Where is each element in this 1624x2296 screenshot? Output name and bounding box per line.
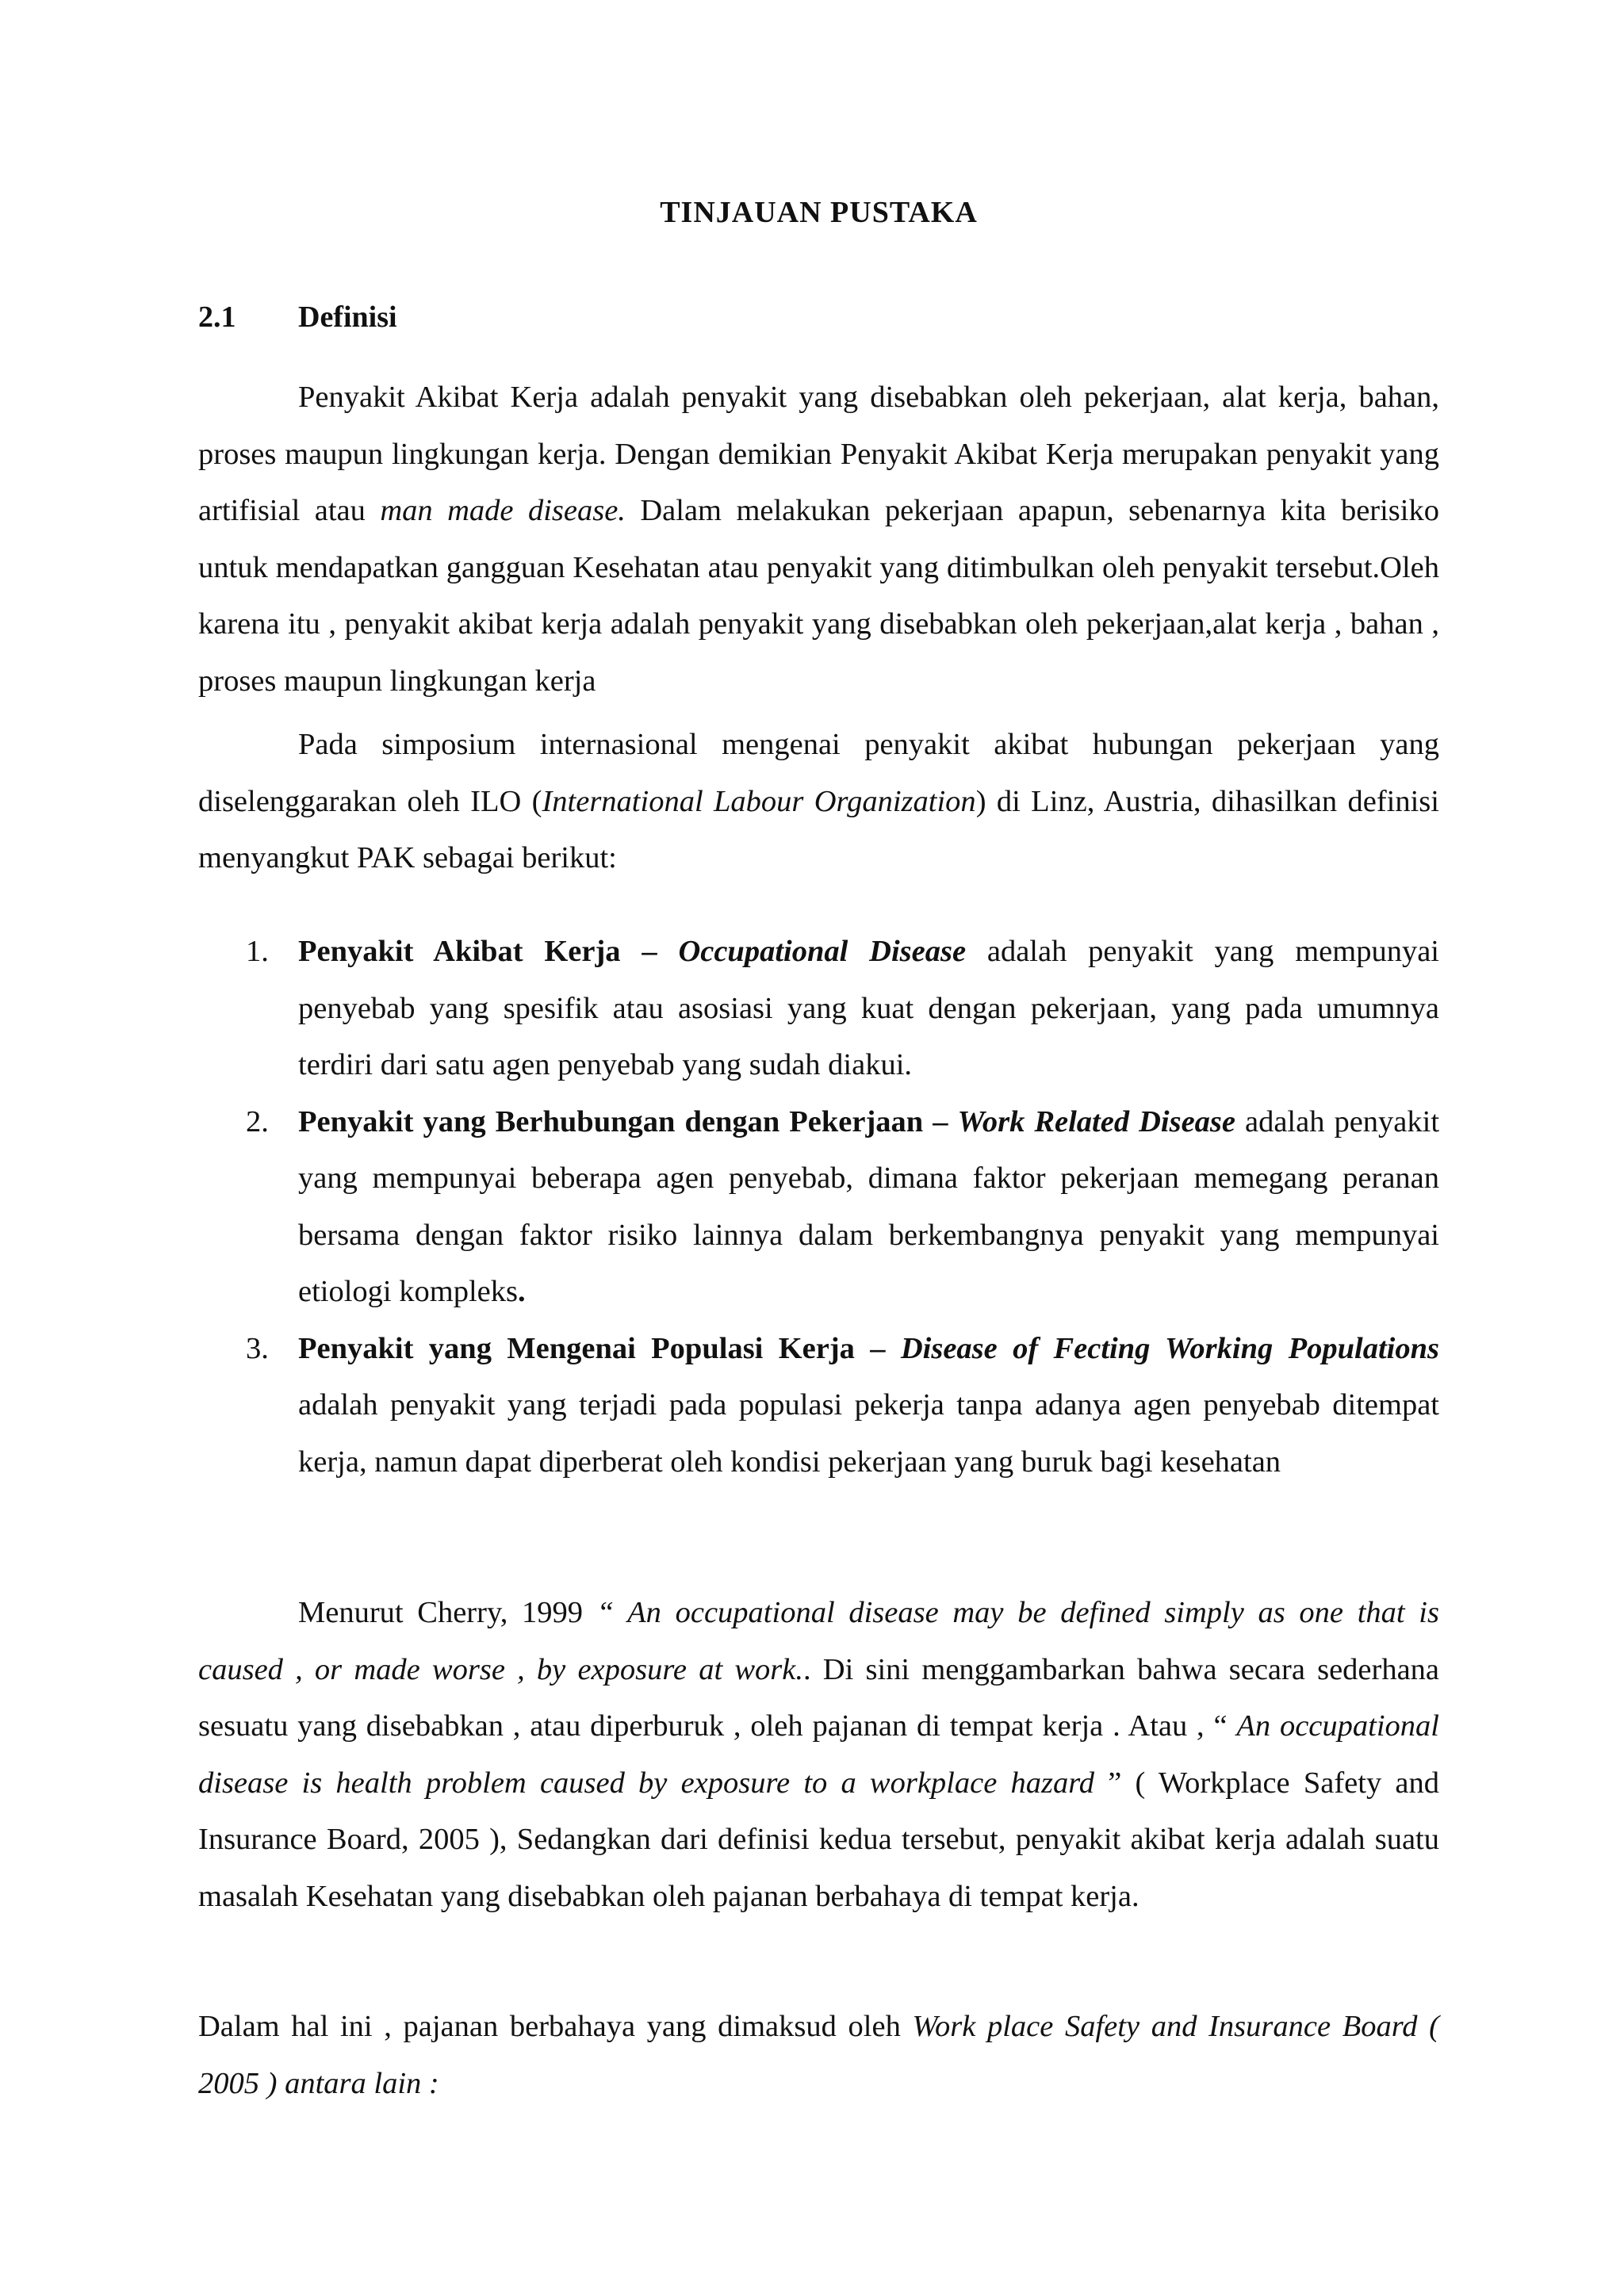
list-item-text: adalah penyakit yang mempunyai penyebab yang spesifik atau asosiasi yang kuat dengan pekerjaan, yang pada umumnya terdiri dari satu agen penyebab yang sudah diakui. — [298, 935, 1439, 1081]
paragraph-italic-text: “ An occupational disease may be defined simply as one that is caused , or made worse , by exposure at work. — [198, 1596, 1439, 1686]
paragraph-italic-text: man made disease. — [380, 494, 626, 527]
list-item — [198, 1321, 1439, 1491]
list-item — [198, 924, 1439, 1094]
list-marker: 3. — [246, 1331, 269, 1365]
list-item-bold-italic-term: Occupational Disease — [678, 935, 967, 968]
paragraph-text: Penyakit Akibat Kerja adalah penyakit yang disebabkan oleh pekerjaan, alat kerja, bahan, proses maupun lingkungan kerja. Dengan demikian Penyakit Akibat Kerja merupakan penyakit yang artifisial atau — [198, 381, 1439, 527]
paragraph-italic-text: Work place Safety and Insurance Board ( 2005 ) antara lain : — [198, 2010, 1439, 2100]
list-marker: 2. — [246, 1104, 269, 1138]
list-marker: 1. — [246, 935, 269, 968]
paragraph-text: ” ( Workplace Safety and Insurance Board, 2005 ), Sedangkan dari definisi kedua tersebut, penyakit akibat kerja adalah suatu masalah Kesehatan yang disebabkan oleh pajanan berbahaya di tempat kerja. — [198, 1766, 1439, 1913]
section-heading — [198, 300, 397, 335]
paragraph-ilo — [198, 717, 1439, 887]
paragraph-text: Dalam hal ini , pajanan berbahaya yang dimaksud oleh — [198, 2010, 913, 2043]
list-item-bold-italic-term: Disease of Fecting Working Populations — [900, 1331, 1440, 1365]
list-item-bold-term: Penyakit Akibat Kerja – — [298, 935, 679, 968]
paragraph-text: Pada simposium internasional mengenai penyakit akibat hubungan pekerjaan yang diselenggarakan oleh ILO ( — [198, 728, 1439, 818]
list-item — [198, 1094, 1439, 1321]
paragraph-italic-text: International Labour Organization — [542, 784, 976, 818]
paragraph-italic-text: An occupational disease is health problem caused by exposure to a workplace hazard — [198, 1709, 1439, 1800]
list-item-bold-term: Penyakit yang Mengenai Populasi Kerja – — [298, 1331, 901, 1365]
paragraph-cherry — [198, 1585, 1439, 1925]
section-number: 2.1 — [198, 300, 236, 334]
page-title: TINJAUAN PUSTAKA — [660, 196, 978, 229]
paragraph-hazards — [198, 1999, 1439, 2112]
list-item-text: adalah penyakit yang terjadi pada populasi pekerja tanpa adanya agen penyebab ditempat kerja, namun dapat diperberat oleh kondisi pekerjaan yang buruk bagi kesehatan — [298, 1388, 1439, 1479]
paragraph-text: Dalam melakukan pekerjaan apapun, sebenarnya kita berisiko untuk mendapatkan gangguan Kesehatan atau penyakit yang ditimbulkan oleh penyakit tersebut.Oleh karena itu , penyakit akibat kerja adalah penyakit yang disebabkan oleh pekerjaan,alat kerja , bahan , proses maupun lingkungan kerja — [198, 494, 1439, 698]
paragraph-text: ) di Linz, Austria, dihasilkan definisi menyangkut PAK sebagai berikut: — [198, 784, 1439, 874]
paragraph-text: . Di sini menggambarkan bahwa secara sederhana sesuatu yang disebabkan , atau diperburuk , oleh pajanan di tempat kerja . Atau , “ — [198, 1652, 1440, 1743]
section-title: Definisi — [298, 300, 397, 334]
list-item-text: adalah penyakit yang mempunyai beberapa agen penyebab, dimana faktor pekerjaan memegang peranan bersama dengan faktor risiko lainnya dalam berkembangnya penyakit yang mempunyai etiologi kompleks — [298, 1104, 1440, 1308]
list-item-bold-italic-term: Work Related Disease — [957, 1104, 1235, 1138]
list-item-end-bold: . — [517, 1275, 526, 1308]
definition-list — [198, 924, 1439, 1490]
paragraph-text: Menurut Cherry, 1999 — [298, 1596, 597, 1629]
list-item-bold-term: Penyakit yang Berhubungan dengan Pekerjaan – — [298, 1104, 958, 1138]
paragraph-definition — [198, 369, 1439, 710]
